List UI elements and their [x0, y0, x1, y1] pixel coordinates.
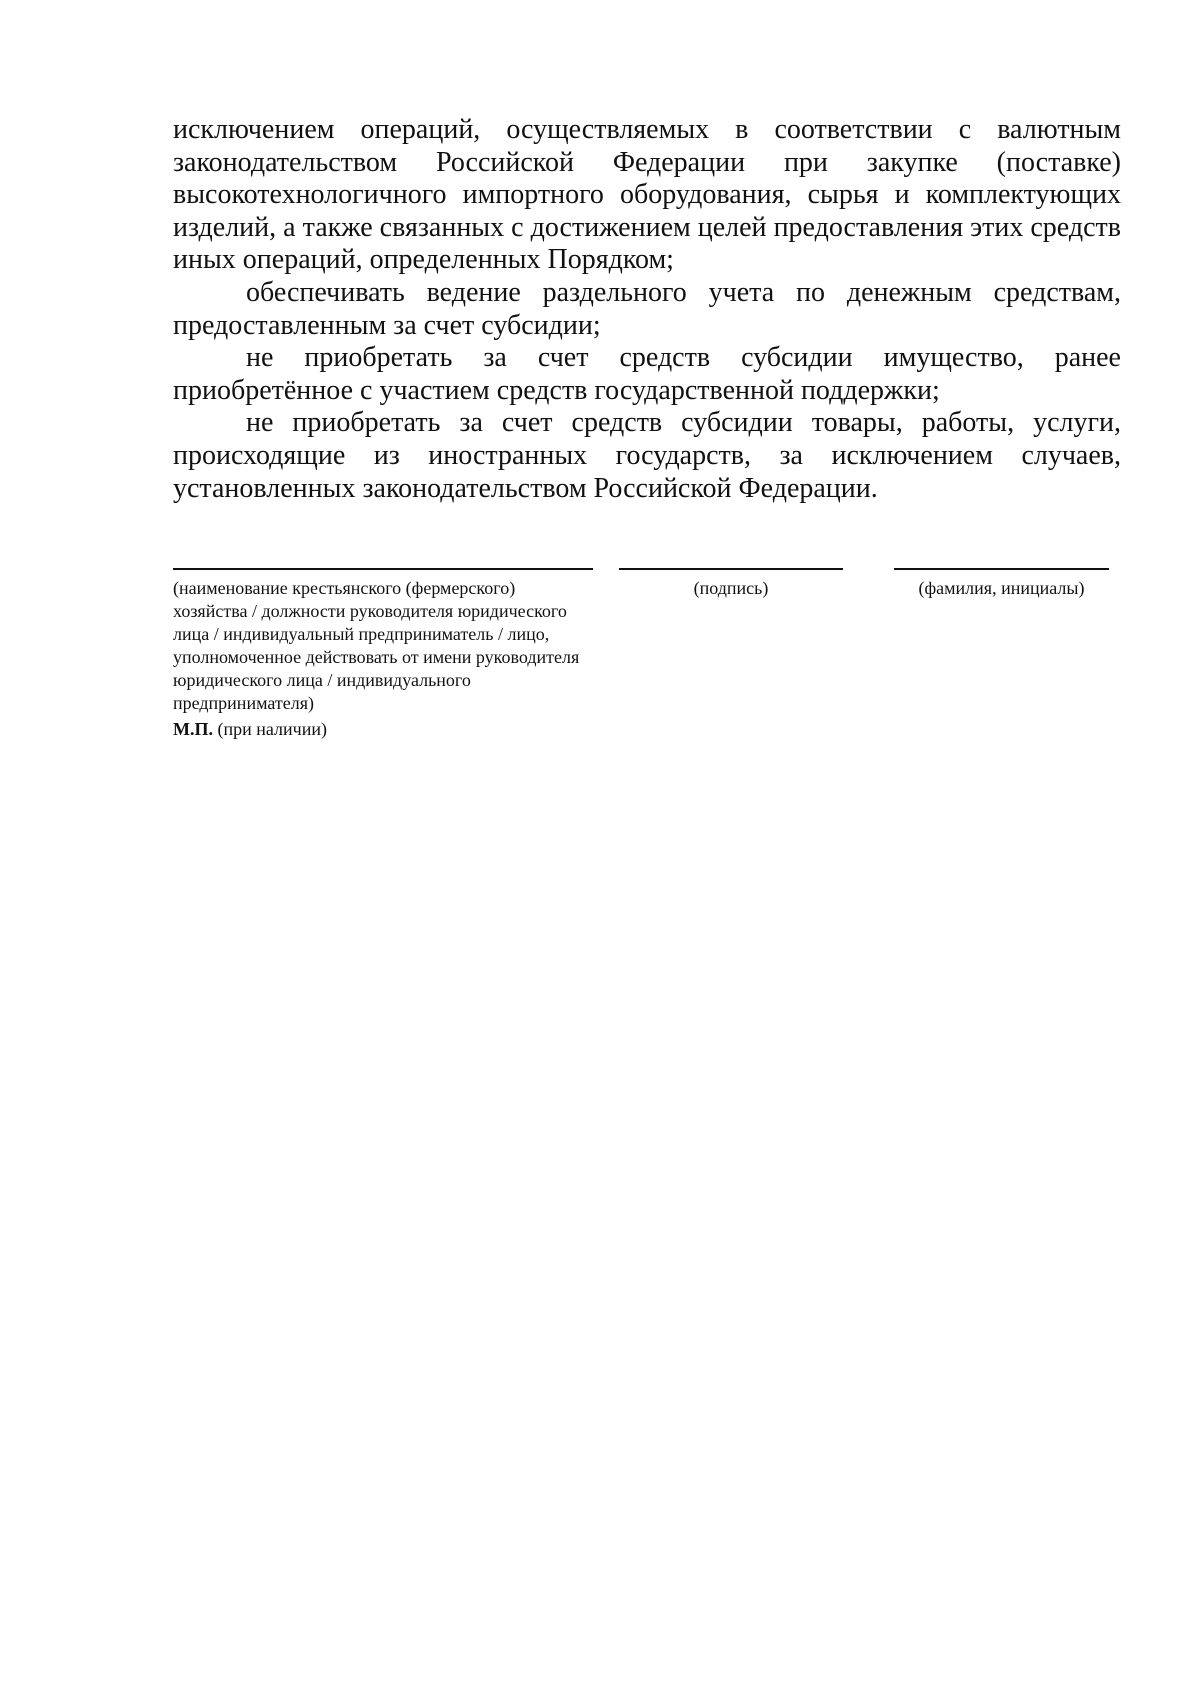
stamp-label: М.П.	[173, 719, 213, 739]
stamp-line	[173, 718, 593, 741]
fio-caption: (фамилия, инициалы)	[918, 578, 1085, 598]
paragraph-no-previous-property: не приобретать за счет средств субсидии имущество, ранее приобретённое с участием средств государственной поддержки;	[173, 342, 1121, 406]
signature-name-block	[173, 568, 593, 741]
document-body	[173, 114, 1121, 505]
paragraph-no-foreign-goods: не приобретать за счет средств субсидии товары, работы, услуги, происходящие из иностранных государств, за исключением случаев, установленных законодательством Российской Федерации.	[173, 407, 1121, 504]
sign-caption: (подпись)	[693, 578, 769, 598]
paragraph-continuation: исключением операций, осуществляемых в соответствии с валютным законодательством Российской Федерации при закупке (поставке) высокотехнологичного импортного оборудования, сырья и комплектующих изделий, а также связанных с достижением целей предоставления этих средств иных операций, определенных Порядком;	[173, 114, 1121, 276]
stamp-note: (при наличии)	[213, 719, 327, 739]
sign-signature-line	[619, 568, 843, 570]
fio-signature-line	[894, 568, 1109, 570]
name-caption: (наименование крестьянского (фермерского) хозяйства / должности руководителя юридического лица / индивидуальный предприниматель / лицо, уполномоченное действовать от имени руководителя юридического лица / индивидуального предпринимателя)	[173, 578, 580, 713]
name-signature-line	[173, 568, 593, 570]
signature-sign-block	[619, 568, 843, 600]
signature-fio-block	[894, 568, 1109, 600]
paragraph-separate-accounting: обеспечивать ведение раздельного учета по денежным средствам, предоставленным за счет субсидии;	[173, 276, 1121, 341]
